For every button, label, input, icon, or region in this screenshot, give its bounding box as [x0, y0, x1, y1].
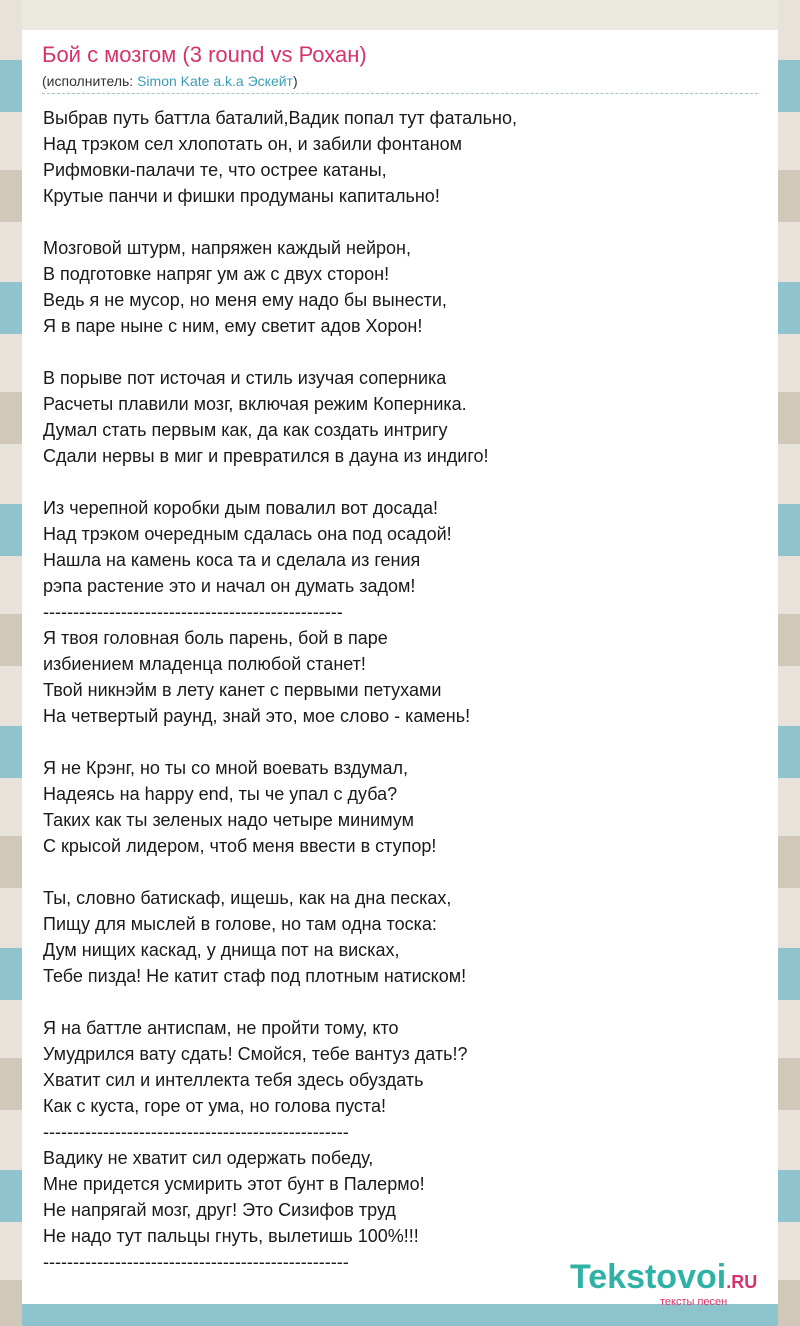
- lyric-line: Расчеты плавили мозг, включая режим Коперника.: [43, 394, 467, 414]
- lyric-line: В порыве пот источая и стиль изучая соперника: [43, 368, 447, 388]
- lyric-line: В подготовке напряг ум аж с двух сторон!: [43, 264, 390, 284]
- lyric-line: Не надо тут пальцы гнуть, вылетишь 100%!!!: [43, 1226, 419, 1246]
- lyric-line: Я твоя головная боль парень, бой в паре: [43, 628, 388, 648]
- stanza-gap: [43, 729, 763, 755]
- song-subtitle: [42, 73, 758, 94]
- lyric-line: Из черепной коробки дым повалил вот досада!: [43, 498, 438, 518]
- stanza-gap: [43, 339, 763, 365]
- artist-link[interactable]: Simon Kate a.k.a Эскейт: [137, 73, 293, 89]
- lyric-line: Дум нищих каскад, у днища пот на висках,: [43, 940, 400, 960]
- lyric-line: Сдали нервы в миг и превратился в дауна из индиго!: [43, 446, 489, 466]
- background-stripes-left: [0, 0, 22, 1326]
- lyric-line: На четвертый раунд, знай это, мое слово - камень!: [43, 706, 471, 726]
- background-stripes-right: [778, 0, 800, 1326]
- separator-line: ---------------------------------------------------: [43, 1122, 349, 1142]
- lyric-line: Хватит сил и интеллекта тебя здесь обуздать: [43, 1070, 424, 1090]
- site-logo[interactable]: [570, 1258, 758, 1308]
- logo-tld: .RU: [726, 1272, 758, 1292]
- lyric-line: Твой никнэйм в лету канет с первыми петухами: [43, 680, 442, 700]
- stanza-gap: [43, 859, 763, 885]
- lyric-line: избиением младенца полюбой станет!: [43, 654, 366, 674]
- logo-wordmark: Tekstovoi: [570, 1258, 727, 1296]
- lyric-line: Я в паре ныне с ним, ему светит адов Хорон!: [43, 316, 423, 336]
- stanza-gap: [43, 469, 763, 495]
- lyric-line: Рифмовки-палачи те, что острее катаны,: [43, 160, 387, 180]
- song-title: Бой с мозгом (3 round vs Рохан): [42, 42, 367, 67]
- lyric-line: Над трэком очередным сдалась она под осадой!: [43, 524, 452, 544]
- lyric-line: Как с куста, горе от ума, но голова пуста!: [43, 1096, 386, 1116]
- lyric-line: Вадику не хватит сил одержать победу,: [43, 1148, 374, 1168]
- lyric-line: Тебе пизда! Не катит стаф под плотным натиском!: [43, 966, 467, 986]
- lyric-line: Нашла на камень коса та и сделала из гения: [43, 550, 421, 570]
- lyric-line: Мозговой штурм, напряжен каждый нейрон,: [43, 238, 411, 258]
- subtitle-prefix: (исполнитель:: [42, 73, 138, 89]
- logo-tagline: тексты песен: [660, 1296, 728, 1308]
- stanza-gap: [43, 209, 763, 235]
- lyric-line: Крутые панчи и фишки продуманы капитально!: [43, 186, 440, 206]
- lyric-line: Умудрился вату сдать! Смойся, тебе вантуз дать!?: [43, 1044, 468, 1064]
- lyrics-card: [22, 30, 778, 1308]
- lyric-line: Ведь я не мусор, но меня ему надо бы вынести,: [43, 290, 447, 310]
- lyric-line: Я не Крэнг, но ты со мной воевать вздумал,: [43, 758, 409, 778]
- stanza-gap: [43, 989, 763, 1015]
- lyric-line: Над трэком сел хлопотать он, и забили фонтаном: [43, 134, 463, 154]
- lyric-line: Таких как ты зеленых надо четыре минимум: [43, 810, 414, 830]
- lyrics-body: [43, 105, 763, 1275]
- lyric-line: Пищу для мыслей в голове, но там одна тоска:: [43, 914, 437, 934]
- lyric-line: рэпа растение это и начал он думать задом!: [43, 576, 416, 596]
- lyric-line: С крысой лидером, чтоб меня ввести в ступор!: [43, 836, 437, 856]
- lyric-line: Мне придется усмирить этот бунт в Палермо!: [43, 1174, 425, 1194]
- lyric-line: Не напрягай мозг, друг! Это Сизифов труд: [43, 1200, 396, 1220]
- separator-line: --------------------------------------------------: [43, 602, 343, 622]
- subtitle-suffix: ): [292, 73, 298, 89]
- lyric-line: Думал стать первым как, да как создать интригу: [43, 420, 448, 440]
- lyric-line: Выбрав путь баттла баталий,Вадик попал тут фатально,: [43, 108, 517, 128]
- separator-line: ---------------------------------------------------: [43, 1252, 349, 1272]
- lyric-line: Я на баттле антиспам, не пройти тому, кто: [43, 1018, 399, 1038]
- lyric-line: Надеясь на happy end, ты че упал с дуба?: [43, 784, 398, 804]
- lyric-line: Ты, словно батискаф, ищешь, как на дна песках,: [43, 888, 452, 908]
